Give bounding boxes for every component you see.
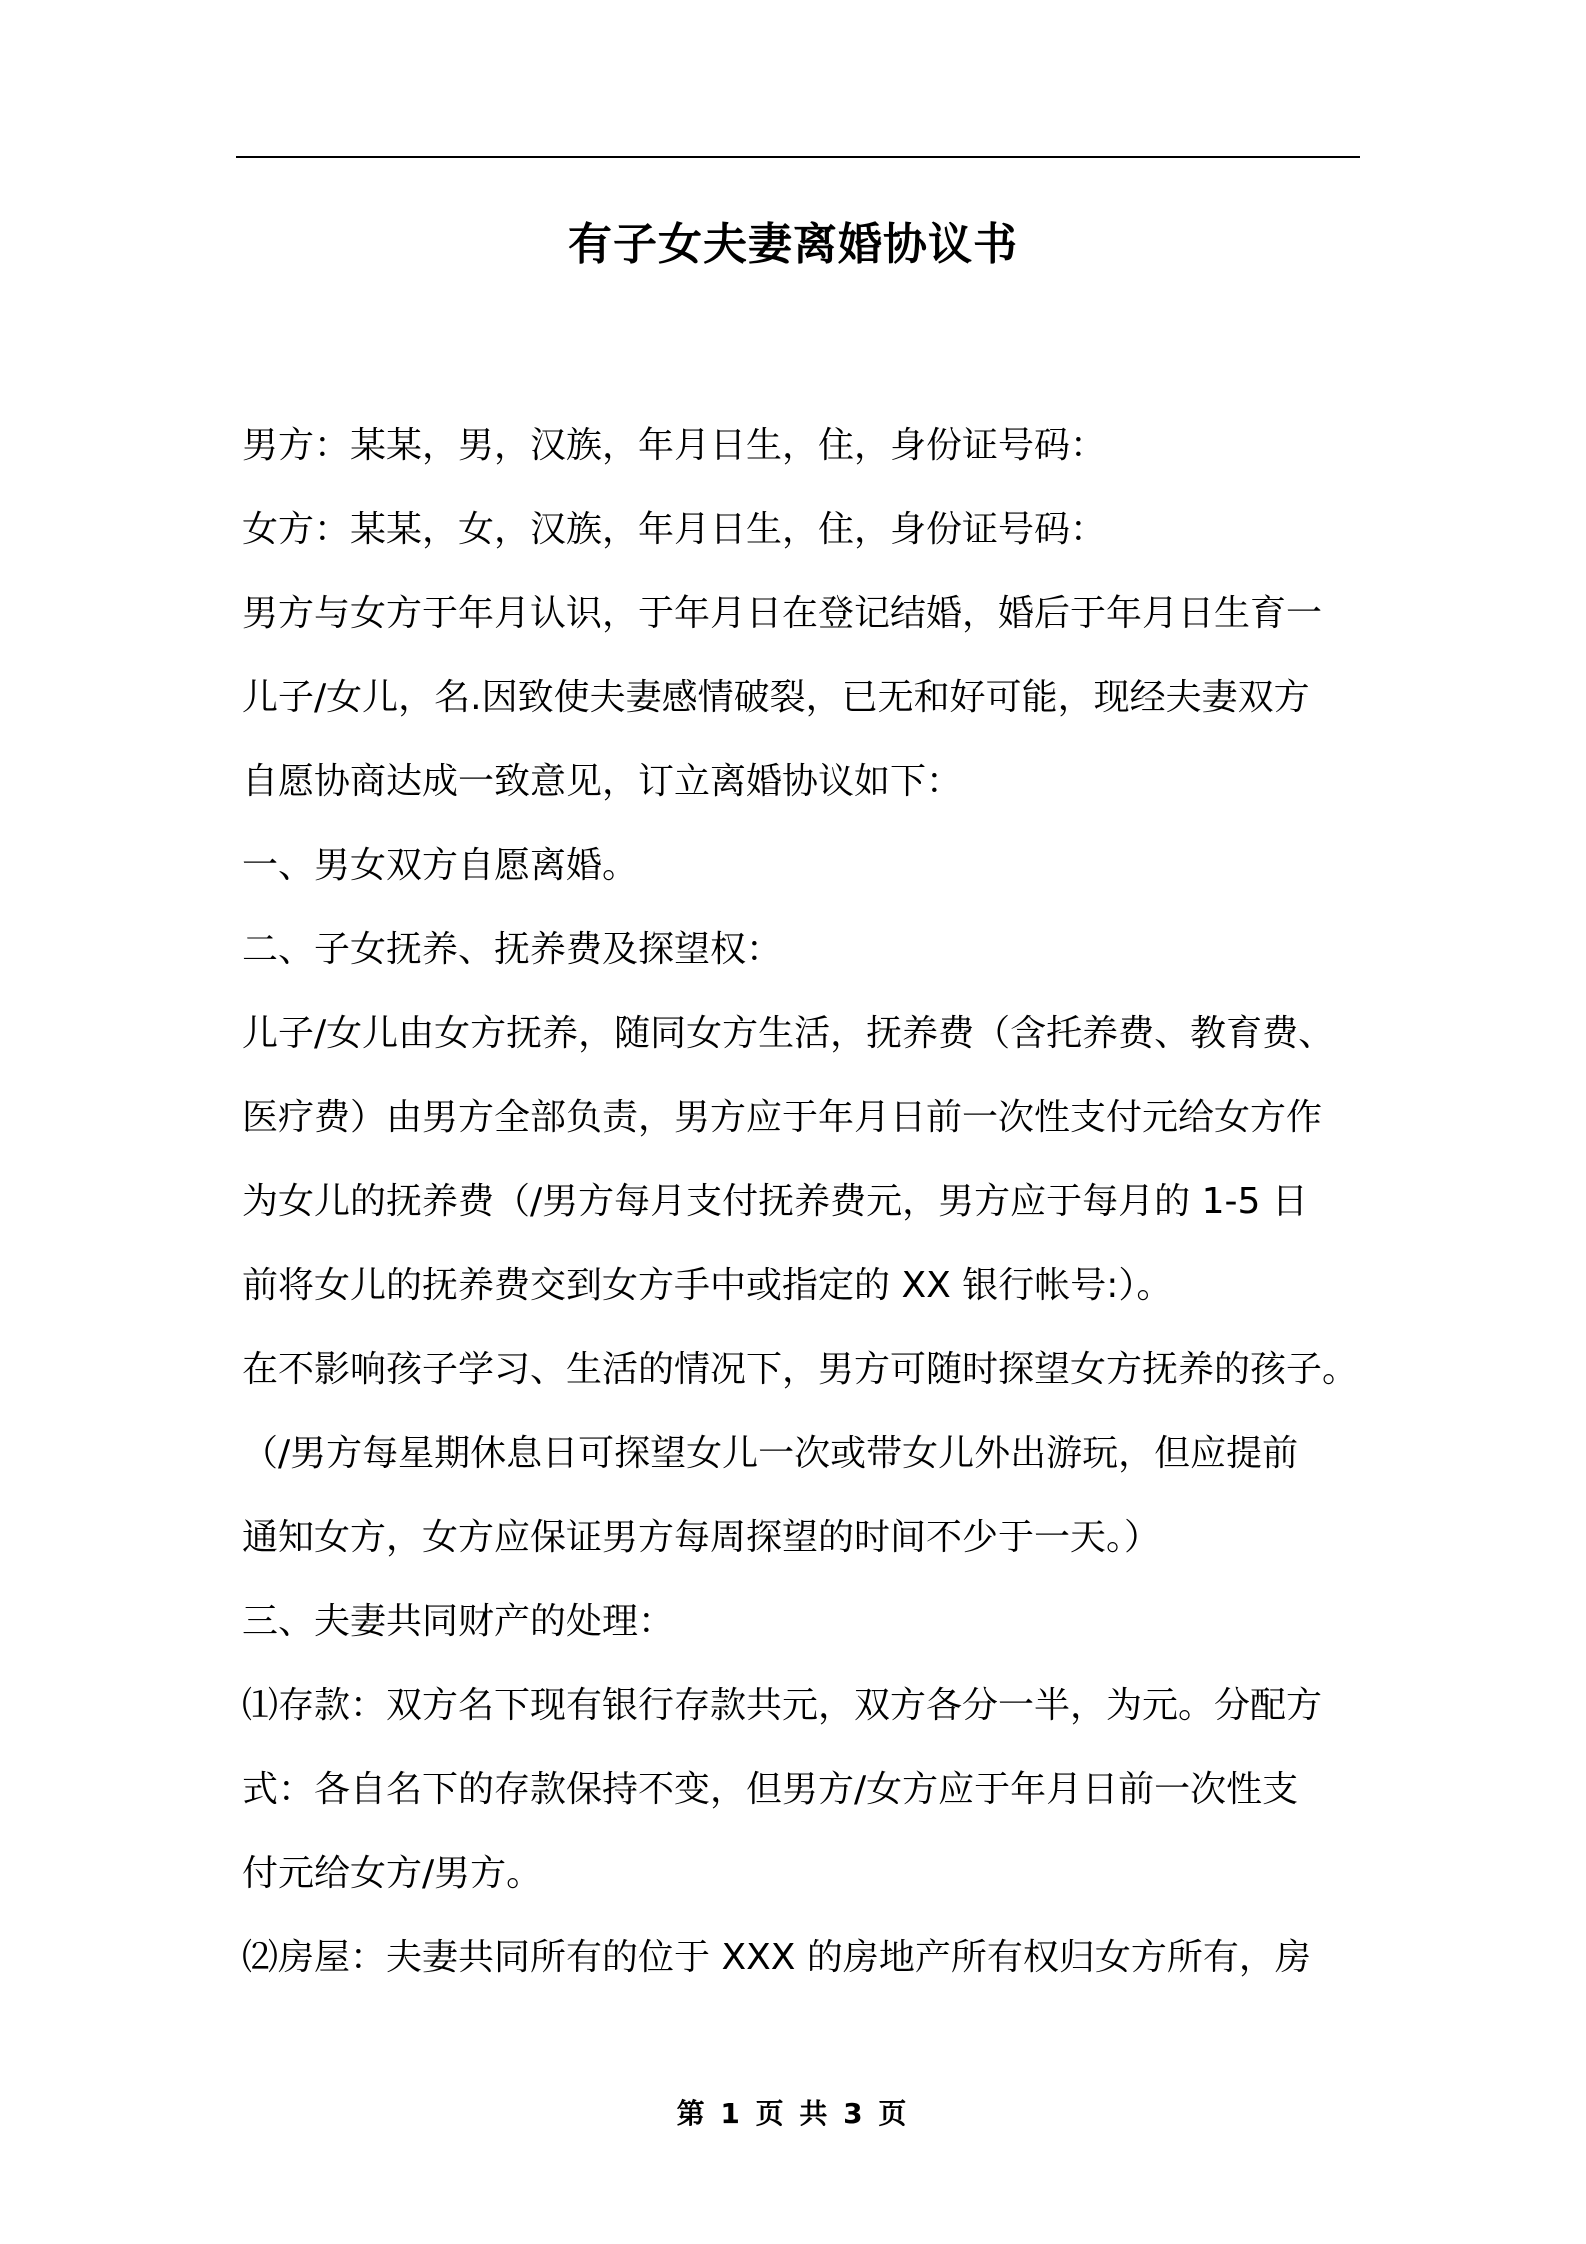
document-title: 有子女夫妻离婚协议书 bbox=[568, 219, 1018, 270]
body-line: （/男方每星期休息日可探望女儿一次或带女儿外出游玩，但应提前 bbox=[242, 1433, 1299, 1474]
header-rule bbox=[236, 156, 1360, 158]
body-line: 三、夫妻共同财产的处理： bbox=[242, 1601, 675, 1642]
body-line: 二、子女抚养、抚养费及探望权： bbox=[242, 929, 783, 970]
document-body bbox=[242, 404, 1360, 2000]
body-line: 式：各自名下的存款保持不变，但男方/女方应于年月日前一次性支 bbox=[242, 1769, 1299, 1810]
body-line: 前将女儿的抚养费交到女方手中或指定的 XX 银行帐号:）。 bbox=[242, 1265, 1173, 1306]
body-line: 儿子/女儿由女方抚养，随同女方生活，抚养费（含托养费、教育费、 bbox=[242, 1013, 1335, 1054]
body-line: 男方与女方于年月认识，于年月日在登记结婚，婚后于年月日生育一 bbox=[242, 593, 1323, 634]
body-line: 为女儿的抚养费（/男方每月支付抚养费元，男方应于每月的 1-5 日 bbox=[242, 1181, 1308, 1222]
body-line: 在不影响孩子学习、生活的情况下，男方可随时探望女方抚养的孩子。 bbox=[242, 1349, 1359, 1390]
page-footer: 第 1 页 共 3 页 bbox=[676, 2097, 910, 2130]
body-line: 男方：某某，男，汉族，年月日生，住，身份证号码： bbox=[242, 425, 1107, 466]
body-line: 一、男女双方自愿离婚。 bbox=[242, 845, 639, 886]
body-line: 女方：某某，女，汉族，年月日生，住，身份证号码： bbox=[242, 509, 1107, 550]
body-line: ⑴存款：双方名下现有银行存款共元，双方各分一半，为元。分配方 bbox=[242, 1685, 1323, 1726]
body-line: 医疗费）由男方全部负责，男方应于年月日前一次性支付元给女方作 bbox=[242, 1097, 1323, 1138]
body-line: 自愿协商达成一致意见，订立离婚协议如下： bbox=[242, 761, 963, 802]
body-line: 付元给女方/男方。 bbox=[242, 1853, 543, 1894]
body-line: 儿子/女儿，名.因致使夫妻感情破裂，已无和好可能，现经夫妻双方 bbox=[242, 677, 1310, 718]
body-line: 通知女方，女方应保证男方每周探望的时间不少于一天。） bbox=[242, 1517, 1161, 1558]
body-line: ⑵房屋：夫妻共同所有的位于 XXX 的房地产所有权归女方所有，房 bbox=[242, 1937, 1311, 1978]
